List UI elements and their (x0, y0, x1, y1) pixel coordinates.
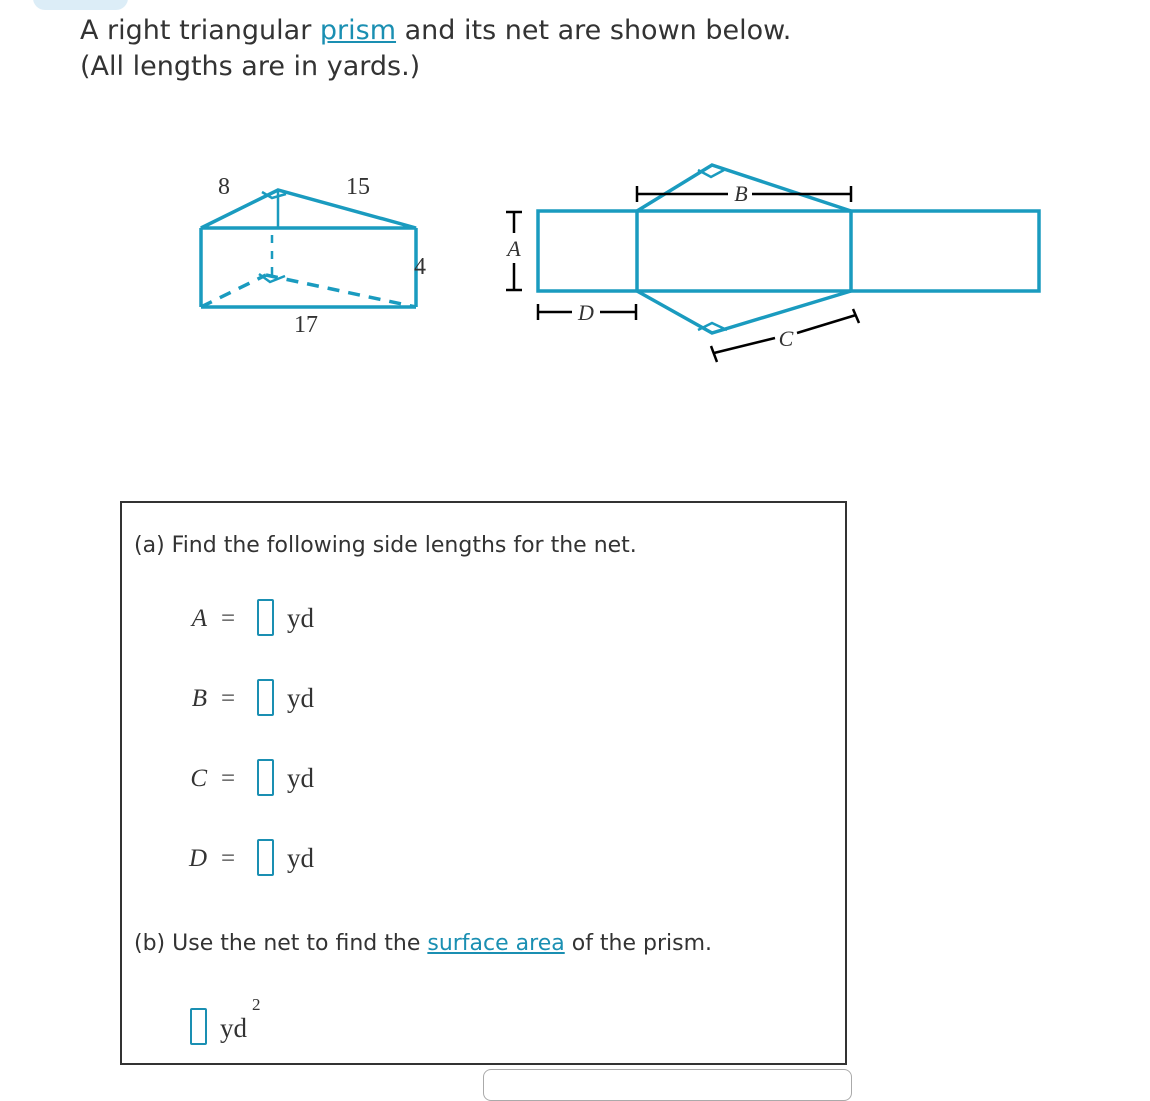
intro-line-2: (All lengths are in yards.) (80, 51, 421, 82)
net-label-a: A (507, 236, 521, 261)
part-b-prompt (134, 931, 712, 956)
net-rectangles-outline (538, 211, 1039, 291)
equals-sign: = (221, 605, 236, 632)
prism-glossary-link[interactable]: prism (319, 15, 397, 46)
equals-sign: = (221, 685, 236, 712)
prism-drawing (201, 190, 416, 307)
net-right-angle-bottom (698, 323, 727, 330)
part-b-text-after: of the prism. (571, 931, 713, 956)
prism-label-left-edge: 8 (218, 174, 230, 200)
unit-label: yd (287, 763, 314, 793)
variable-c: C (190, 765, 207, 792)
prism-top-face (201, 190, 416, 228)
net-label-d: D (578, 300, 594, 325)
net-label-c: C (778, 326, 794, 351)
answer-input-b[interactable] (257, 679, 274, 716)
prism-label-slant-edge: 15 (346, 174, 370, 200)
answer-input-d[interactable] (257, 839, 274, 876)
answer-input-a[interactable] (257, 599, 274, 636)
equals-sign: = (221, 845, 236, 872)
surface-area-input[interactable] (190, 1008, 207, 1045)
answer-panel (120, 501, 847, 1065)
prism-and-net-figure (0, 0, 1150, 480)
prism-label-height: 4 (414, 254, 426, 280)
prism-label-base: 17 (294, 312, 318, 338)
part-b-text-before: (b) Use the net to find the (134, 931, 421, 956)
surface-area-glossary-link[interactable]: surface area (427, 931, 565, 956)
surface-area-unit: yd (220, 1013, 247, 1043)
prism-hidden-edge-right (266, 275, 416, 307)
answer-row-a (122, 599, 522, 641)
net-drawing (538, 165, 1039, 333)
answer-row-d (122, 839, 522, 881)
variable-d: D (188, 845, 207, 872)
variable-a: A (191, 605, 207, 632)
bottom-toolbar-edge[interactable] (483, 1069, 852, 1101)
surface-area-unit-exponent: 2 (252, 995, 261, 1014)
answer-input-c[interactable] (257, 759, 274, 796)
net-label-b: B (734, 181, 748, 206)
intro-text-before: A right triangular (80, 15, 312, 46)
variable-b: B (191, 685, 207, 712)
equals-sign: = (221, 765, 236, 792)
unit-label: yd (287, 843, 314, 873)
answer-row-c (122, 759, 522, 801)
unit-label: yd (287, 603, 314, 633)
answer-row-b (122, 679, 522, 721)
net-right-angle-top (698, 170, 724, 177)
prism-hidden-edge-left (201, 275, 266, 307)
unit-label: yd (287, 683, 314, 713)
intro-text-after: and its net are shown below. (404, 15, 792, 46)
part-a-prompt: (a) Find the following side lengths for the net. (134, 533, 637, 558)
